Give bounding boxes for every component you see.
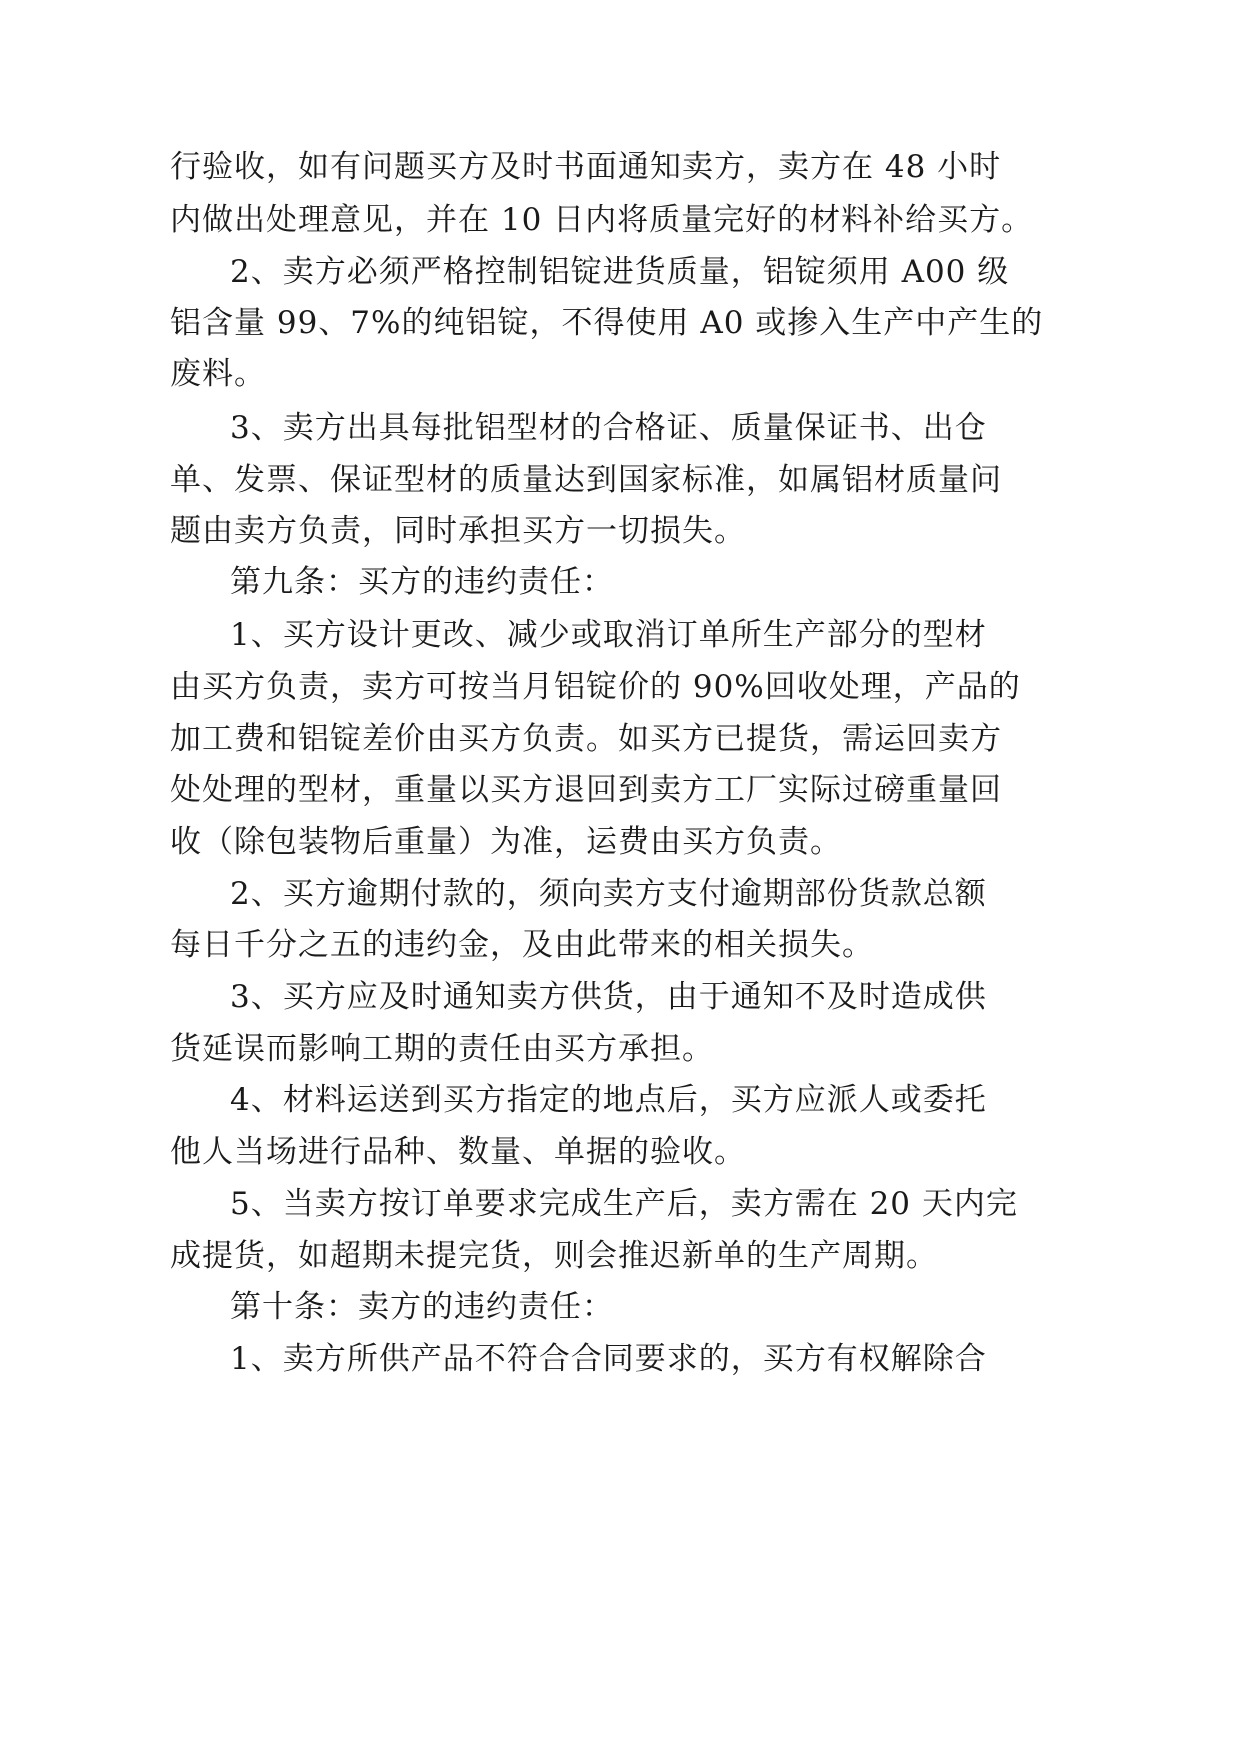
- text-line: [0, 1336, 1241, 1382]
- text-line: [0, 249, 1241, 295]
- text-line: [0, 1181, 1241, 1227]
- text-line: [0, 871, 1241, 917]
- text-line: [0, 922, 1241, 968]
- text-line: [0, 197, 1241, 243]
- text-line: [0, 300, 1241, 346]
- text-line: [0, 716, 1241, 762]
- text-line: [0, 1026, 1241, 1072]
- text-line: [0, 457, 1241, 503]
- line-text: 4、材料运送到买方指定的地点后，买方应派人或委托: [230, 1082, 987, 1118]
- line-text: 1、卖方所供产品不符合合同要求的，买方有权解除合: [230, 1341, 987, 1377]
- text-line: [0, 974, 1241, 1020]
- line-text: 内做出处理意见，并在 10 日内将质量完好的材料补给买方。: [170, 202, 1034, 238]
- line-text: 5、当卖方按订单要求完成生产后，卖方需在 20 天内完: [230, 1186, 1018, 1222]
- text-line: [0, 351, 1241, 397]
- line-text: 第九条：买方的违约责任：: [230, 564, 614, 600]
- line-text: 成提货，如超期未提完货，则会推迟新单的生产周期。: [170, 1238, 938, 1274]
- text-line: [0, 144, 1241, 190]
- line-text: 每日千分之五的违约金，及由此带来的相关损失。: [170, 927, 874, 963]
- text-line: [0, 1233, 1241, 1279]
- text-line: [0, 1077, 1241, 1123]
- section-heading: [0, 559, 1241, 605]
- line-text: 3、卖方出具每批铝型材的合格证、质量保证书、出仓: [230, 410, 987, 446]
- line-text: 他人当场进行品种、数量、单据的验收。: [170, 1134, 746, 1170]
- text-line: [0, 767, 1241, 813]
- text-line: [0, 1129, 1241, 1175]
- line-text: 收（除包装物后重量）为准，运费由买方负责。: [170, 824, 842, 860]
- line-text: 2、买方逾期付款的，须向卖方支付逾期部份货款总额: [230, 876, 987, 912]
- line-text: 货延误而影响工期的责任由买方承担。: [170, 1031, 714, 1067]
- line-text: 行验收，如有问题买方及时书面通知卖方，卖方在 48 小时: [170, 149, 1002, 185]
- line-text: 铝含量 99、7%的纯铝锭，不得使用 A0 或掺入生产中产生的: [170, 305, 1044, 341]
- line-text: 题由卖方负责，同时承担买方一切损失。: [170, 513, 746, 549]
- text-line: [0, 612, 1241, 658]
- section-heading: [0, 1284, 1241, 1330]
- line-text: 废料。: [170, 356, 266, 392]
- line-text: 3、买方应及时通知卖方供货，由于通知不及时造成供: [230, 979, 987, 1015]
- text-line: [0, 819, 1241, 865]
- text-line: [0, 508, 1241, 554]
- text-line: [0, 664, 1241, 710]
- line-text: 1、买方设计更改、减少或取消订单所生产部分的型材: [230, 617, 987, 653]
- text-line: [0, 405, 1241, 451]
- line-text: 处处理的型材，重量以买方退回到卖方工厂实际过磅重量回: [170, 772, 1002, 808]
- line-text: 第十条：卖方的违约责任：: [230, 1289, 614, 1325]
- line-text: 单、发票、保证型材的质量达到国家标准，如属铝材质量问: [170, 462, 1002, 498]
- line-text: 加工费和铝锭差价由买方负责。如买方已提货，需运回卖方: [170, 721, 1002, 757]
- line-text: 由买方负责，卖方可按当月铝锭价的 90%回收处理，产品的: [170, 669, 1021, 705]
- line-text: 2、卖方必须严格控制铝锭进货质量，铝锭须用 A00 级: [230, 254, 1010, 290]
